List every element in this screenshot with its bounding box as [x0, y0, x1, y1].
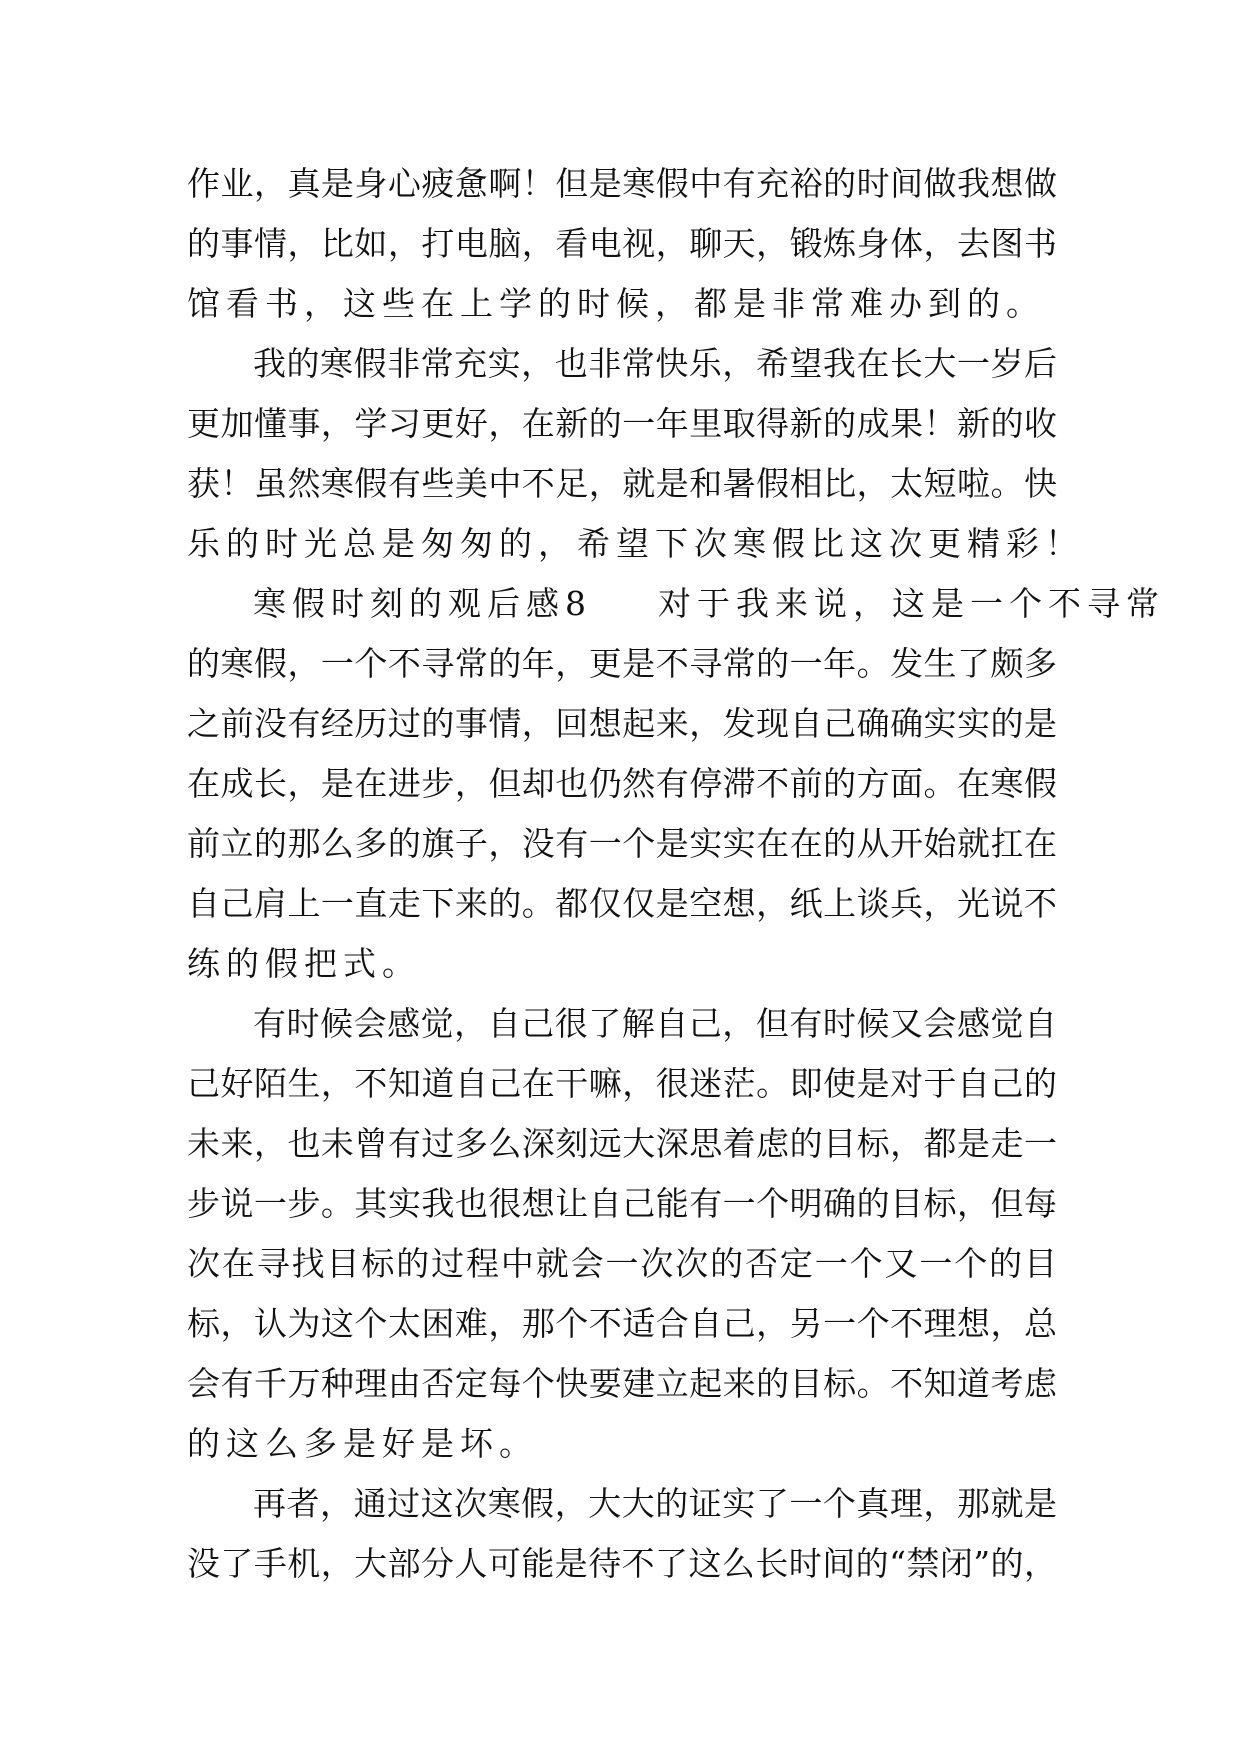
text-line: 次在寻找目标的过程中就会一次次的否定一个又一个的目 — [187, 1244, 1057, 1283]
text-line: 乐的时光总是匆匆的，希望下次寒假比这次更精彩！ — [187, 524, 1084, 563]
text-line: 馆看书，这些在上学的时候，都是非常难办到的。 — [187, 284, 1045, 323]
text-line: 己好陌生，不知道自己在干嘛，很迷茫。即使是对于自己的 — [187, 1064, 1057, 1103]
document-body — [187, 154, 1165, 1594]
text-line: 作业，真是身心疲惫啊！但是寒假中有充裕的时间做我想做 — [187, 164, 1057, 203]
text-line: 前立的那么多的旗子，没有一个是实实在在的从开始就扛在 — [187, 824, 1057, 863]
text-line: 步说一步。其实我也很想让自己能有一个明确的目标，但每 — [187, 1184, 1057, 1223]
paragraph-first-line: 再者，通过这次寒假，大大的证实了一个真理，那就是 — [253, 1484, 1057, 1523]
text-line: 的寒假，一个不寻常的年，更是不寻常的一年。发生了颇多 — [187, 644, 1057, 683]
text-line: 自己肩上一直走下来的。都仅仅是空想，纸上谈兵，光说不 — [187, 884, 1057, 923]
text-line: 获！虽然寒假有些美中不足，就是和暑假相比，太短啦。快 — [187, 464, 1057, 503]
text-line: 练的假把式。 — [187, 944, 421, 983]
text-line: 未来，也未曾有过多么深刻远大深思着虑的目标，都是走一 — [187, 1124, 1057, 1163]
text-line: 没了手机，大部分人可能是待不了这么长时间的“禁闭”的， — [187, 1544, 1057, 1583]
text-line: 会有千万种理由否定每个快要建立起来的目标。不知道考虑 — [187, 1364, 1057, 1403]
section-heading: 寒假时刻的观后感8 — [253, 584, 592, 623]
text-line: 在成长，是在进步，但却也仍然有停滞不前的方面。在寒假 — [187, 764, 1057, 803]
heading-trailing-text: 对于我来说，这是一个不寻常 — [658, 584, 1165, 623]
paragraph-first-line: 有时候会感觉，自己很了解自己，但有时候又会感觉自 — [253, 1004, 1057, 1043]
text-line: 的事情，比如，打电脑，看电视，聊天，锻炼身体，去图书 — [187, 224, 1057, 263]
section-heading-line — [187, 574, 1165, 634]
text-line: 之前没有经历过的事情，回想起来，发现自己确确实实的是 — [187, 704, 1057, 743]
text-line: 更加懂事，学习更好，在新的一年里取得新的成果！新的收 — [187, 404, 1057, 443]
text-line: 的这么多是好是坏。 — [187, 1424, 538, 1463]
paragraph-first-line: 我的寒假非常充实，也非常快乐，希望我在长大一岁后 — [253, 344, 1057, 383]
text-line: 标，认为这个太困难，那个不适合自己，另一个不理想，总 — [187, 1304, 1057, 1343]
